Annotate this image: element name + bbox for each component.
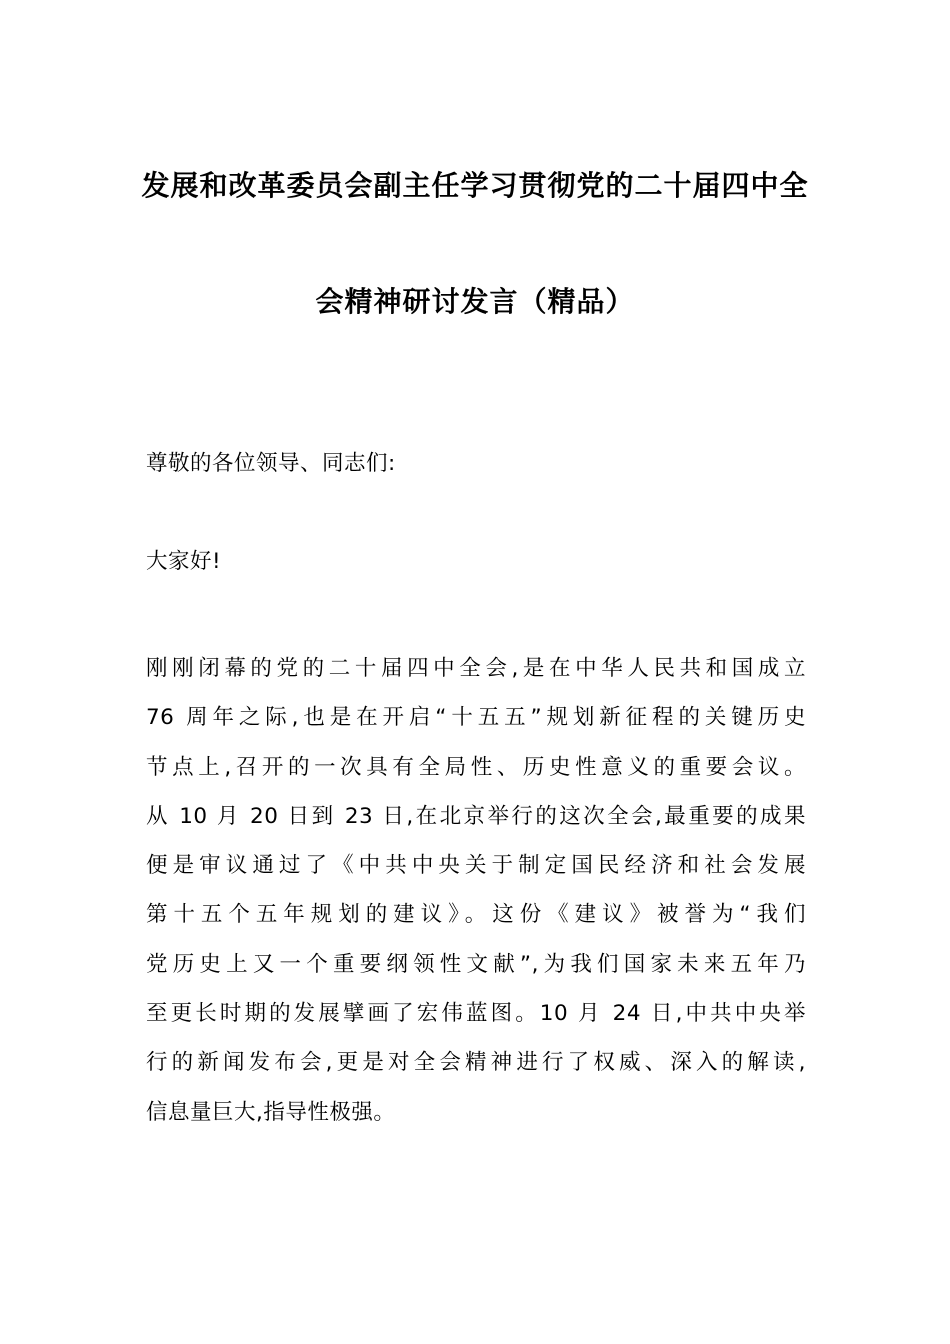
document-title-line-2: 会精神研讨发言（精品） xyxy=(315,285,635,318)
paragraph-line: 便是审议通过了《中共中央关于制定国民经济和社会发展 xyxy=(146,853,806,879)
paragraph-line: 第十五个五年规划的建议》。这份《建议》被誉为“我们 xyxy=(146,902,806,928)
paragraph-line: 至更长时期的发展擘画了宏伟蓝图。10 月 24 日,中共中央举 xyxy=(146,1001,806,1027)
paragraph-line: 76 周年之际,也是在开启“十五五”规划新征程的关键历史 xyxy=(146,705,806,731)
paragraph-line: 刚刚闭幕的党的二十届四中全会,是在中华人民共和国成立 xyxy=(146,656,806,681)
body-paragraph xyxy=(146,644,806,1137)
paragraph-line: 信息量巨大,指导性极强。 xyxy=(146,1099,396,1125)
greeting: 尊敬的各位领导、同志们: xyxy=(146,451,396,476)
paragraph-line: 节点上,召开的一次具有全局性、历史性意义的重要会议。 xyxy=(146,754,806,780)
salutation: 大家好! xyxy=(146,549,222,574)
paragraph-line: 党历史上又一个重要纲领性文献”,为我们国家未来五年乃 xyxy=(146,951,806,977)
paragraph-line: 从 10 月 20 日到 23 日,在北京举行的这次全会,最重要的成果 xyxy=(146,803,806,829)
paragraph-line: 行的新闻发布会,更是对全会精神进行了权威、深入的解读, xyxy=(146,1050,806,1076)
document-title-line-1: 发展和改革委员会副主任学习贯彻党的二十届四中全 xyxy=(141,169,809,202)
